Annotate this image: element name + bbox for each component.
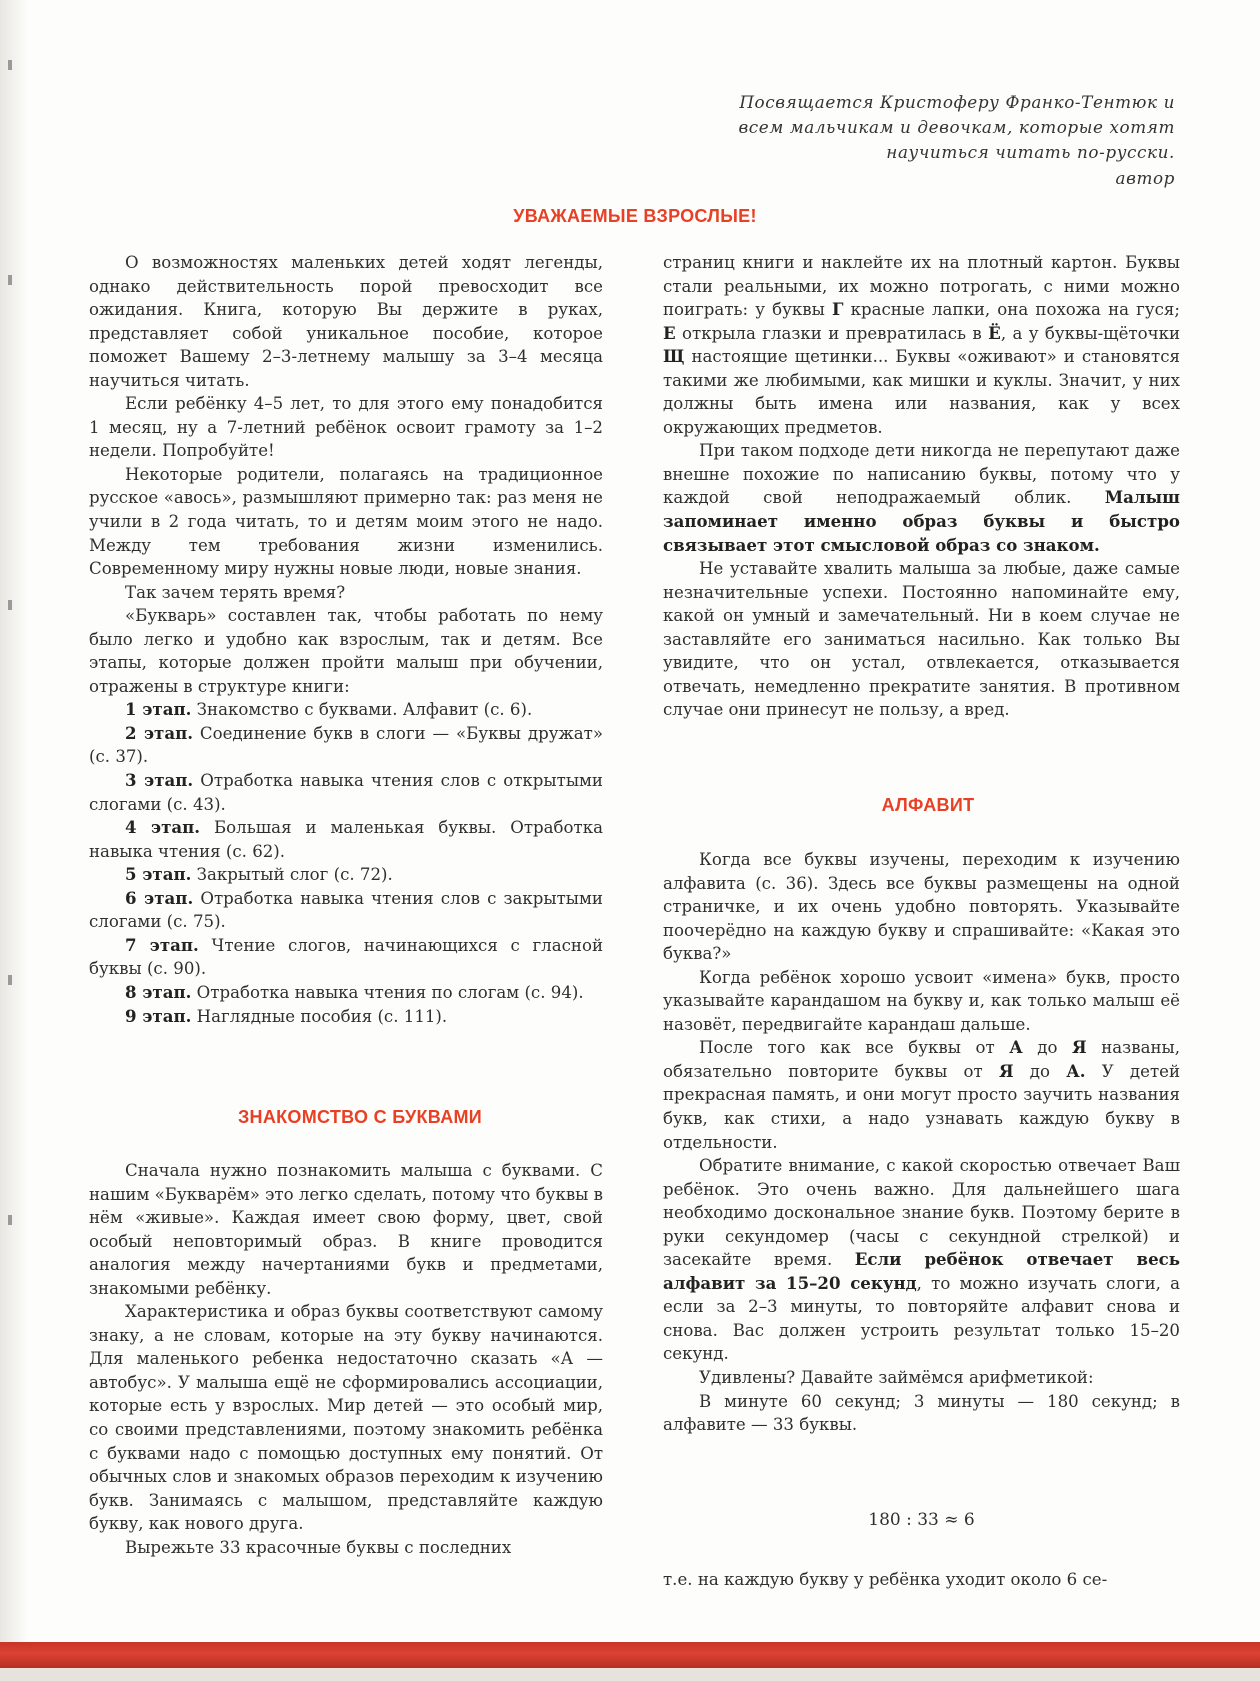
paragraph: Вырежьте 33 красочные буквы с последних (125, 1537, 512, 1557)
stage-label: 7 этап. (125, 934, 199, 955)
paragraph: Когда ребёнок хорошо усвоит «имена» букв, просто указывайте карандашом на букву и, как только малыш её назовёт, передвигайте карандаш дальше. (663, 967, 1180, 1034)
text-run: Обратите внимание, с какой скоростью отвечает Ваш ребёнок. Это очень важно. Для дальнейшего шага необходимо доскональное знание букв. Поэтому берите в руки секундомер (часы с секундной стрелкой) и засекайте время. (663, 1156, 1180, 1270)
heading-dear-adults: УВАЖАЕМЫЕ ВЗРОСЛЫЕ! (513, 206, 757, 226)
right-column-intro (663, 251, 1180, 722)
letter-bold: Ё (988, 322, 1001, 343)
dedication-author: автор (1115, 168, 1175, 188)
stage-label: 1 этап. (125, 699, 192, 720)
dedication-line: научиться читать по-русски. (886, 142, 1175, 162)
stage-label: 2 этап. (125, 722, 194, 743)
text-run: открыла глазки и превратилась в (675, 323, 989, 343)
stage-text: Наглядные пособия (с. 111). (196, 1006, 448, 1026)
stage-label: 4 этап. (125, 817, 201, 838)
text-run: У детей прекрасная память, и они могут просто заучить названия букв, как стихи, а надо узнавать каждую букву в отдельности. (663, 1061, 1180, 1152)
paragraph: Удивлены? Давайте займёмся арифметикой: (699, 1368, 1094, 1388)
binding-mark (8, 975, 12, 985)
stage-text: Знакомство с буквами. Алфавит (с. 6). (196, 700, 533, 720)
stage-text: Закрытый слог (с. 72). (196, 865, 393, 885)
paragraph: Если ребёнку 4–5 лет, то для этого ему понадобится 1 месяц, ну а 7-летний ребёнок освоит грамоту за 1–2 недели. Попробуйте! (89, 394, 603, 461)
text-run: названы, обязательно повторите буквы от (663, 1038, 1180, 1081)
paragraph: В минуте 60 секунд; 3 минуты — 180 секунд; в алфавите — 33 буквы. (663, 1391, 1180, 1435)
letter-bold: А (1009, 1037, 1023, 1058)
text-run: красные лапки, она похожа на гуся; (843, 300, 1180, 320)
right-column-alphabet (663, 848, 1180, 1437)
bottom-red-band (0, 1642, 1260, 1668)
page-binding-edge (0, 0, 26, 1642)
stage-label: 6 этап. (125, 887, 194, 908)
stage-label: 9 этап. (125, 1005, 192, 1026)
stage-item (89, 722, 603, 769)
emphasis-bold: Малыш запоминает именно образ буквы и быстро связывает этот смысловой образ со знаком. (663, 487, 1180, 555)
paragraph: «Букварь» составлен так, чтобы работать по нему было легко и удобно как взрослым, так и детям. Все этапы, которые должен пройти малыш при обучении, отражены в структуре книги: (89, 606, 603, 696)
stage-label: 5 этап. (125, 864, 192, 885)
stage-text: Соединение букв в слоги — «Буквы дружат» (с. 37). (89, 723, 604, 767)
letter-bold: Е (663, 322, 676, 343)
binding-mark (8, 1215, 12, 1225)
stage-item (89, 816, 603, 863)
paragraph (663, 439, 1180, 557)
text-run: После того как все буквы от (699, 1038, 1010, 1058)
stage-text: Отработка навыка чтения слов с закрытыми слогами (с. 75). (89, 888, 603, 932)
stage-item (89, 769, 603, 816)
stage-item (89, 887, 603, 934)
text-run: настоящие щетинки... Буквы «оживают» и становятся такими же любимыми, как мишки и куклы. Значит, у них должны быть имена или названия, как у всех окружающих предметов. (663, 347, 1180, 437)
text-run: При таком подходе дети никогда не перепутают даже внешне похожие по написанию буквы, потому что у каждой свой неподражаемый облик. (663, 441, 1180, 508)
left-column-letters (89, 1159, 603, 1559)
paragraph: О возможностях маленьких детей ходят легенды, однако действительность порой превосходит все ожидания. Книга, которую Вы держите в руках, представляет собой уникальное пособие, которое поможет Вашему 2–3-летнему малышу за 3–4 месяца научиться читать. (89, 253, 603, 390)
binding-mark (8, 275, 12, 285)
dedication-line: Посвящается Кристоферу Франко-Тентюк и (739, 92, 1175, 112)
paragraph (663, 251, 1180, 439)
stage-item (89, 934, 603, 981)
paragraph (663, 1154, 1180, 1366)
paragraph-continuation: т.е. на каждую букву у ребёнка уходит около 6 се- (663, 1570, 1108, 1589)
left-column-intro (89, 251, 603, 1028)
stage-text: Отработка навыка чтения слов с открытыми слогами (с. 43). (89, 771, 603, 814)
heading-letters-intro: ЗНАКОМСТВО С БУКВАМИ (237, 1107, 483, 1127)
binding-mark (8, 600, 12, 610)
emphasis-bold: Если ребёнок отвечает весь алфавит за 15–20 секунд (663, 1249, 1180, 1293)
paragraph: Так зачем терять время? (125, 582, 346, 602)
text-run: , то можно изучать слоги, а если за 2–3 минуты, то повторяйте алфавит снова и снова. Вас должен устроить результат только 15–20 секунд. (663, 1273, 1180, 1364)
stage-label: 8 этап. (125, 981, 192, 1002)
paragraph: Сначала нужно познакомить малыша с буквами. С нашим «Букварём» это легко сделать, потому что буквы в нём «живые». Каждая имеет свою форму, цвет, свой особый неповторимый образ. В книге проводится аналогия между начертаниями букв и предметами, знакомыми ребёнку. (89, 1161, 603, 1298)
stage-item (89, 1005, 603, 1029)
letter-bold: Щ (663, 346, 685, 367)
text-run: до (1022, 1038, 1073, 1058)
paragraph: Характеристика и образ буквы соответствуют самому знаку, а не словам, которые на эту букву начинаются. Для маленького ребенка недостаточно сказать «А — автобус». У малыша ещё не сформировались ассоциации, которые есть у взрослых. Мир детей — это особый мир, со своими представлениями, поэтому знакомить ребёнка с буквами надо с помощью доступных ему понятий. От обычных слов и знакомых образов переходим к изучению букв. Занимаясь с малышом, представляйте каждую букву, как нового друга. (89, 1302, 603, 1534)
paragraph: Не уставайте хвалить малыша за любые, даже самые незначительные успехи. Постоянно напоминайте ему, какой он умный и замечательный. Ни в коем случае не заставляйте его заниматься насильно. Как только Вы увидите, что он устал, отвлекается, отказывается отвечать, немедленно прекратите занятия. В противном случае они принесут не пользу, а вред. (663, 559, 1180, 720)
stage-item (89, 863, 603, 887)
stage-label: 3 этап. (125, 770, 194, 791)
paragraph: Некоторые родители, полагаясь на традиционное русское «авось», размышляют примерно так: раз меня не учили в 2 года читать, то и детям моим этого не надо. Между тем требования жизни изменились. Современному миру нужны новые люди, новые знания. (89, 464, 603, 579)
letter-bold: Г (831, 299, 844, 320)
letter-bold: А. (1066, 1060, 1086, 1081)
text-run: до (1013, 1061, 1067, 1081)
stage-item (89, 698, 603, 722)
page-bottom-edge (0, 1668, 1260, 1681)
formula: 180 : 33 ≈ 6 (868, 1510, 975, 1530)
stage-text: Отработка навыка чтения по слогам (с. 94). (196, 982, 584, 1002)
stage-item (89, 981, 603, 1005)
stage-text: Чтение слогов, начинающихся с гласной буквы (с. 90). (89, 935, 603, 979)
stage-text: Большая и маленькая буквы. Отработка навыка чтения (с. 62). (89, 818, 603, 861)
letter-bold: Я (1072, 1037, 1087, 1058)
letter-bold: Я (998, 1060, 1014, 1081)
paragraph: Когда все буквы изучены, переходим к изучению алфавита (с. 36). Здесь все буквы размещены на одной страничке, и их очень удобно повторять. Указывайте поочерёдно на каждую букву и спрашивайте: «Какая это буква?» (663, 850, 1180, 964)
dedication-line: всем мальчикам и девочкам, которые хотят (738, 117, 1175, 137)
binding-mark (8, 60, 12, 70)
heading-alphabet: АЛФАВИТ (881, 795, 975, 815)
paragraph (663, 1036, 1180, 1154)
text-run: , а у буквы-щёточки (1000, 323, 1181, 343)
text-run: страниц книги и наклейте их на плотный картон. Буквы стали реальными, их можно потрогать, с ними можно поиграть: у буквы (663, 253, 1180, 320)
dedication (640, 90, 1175, 191)
